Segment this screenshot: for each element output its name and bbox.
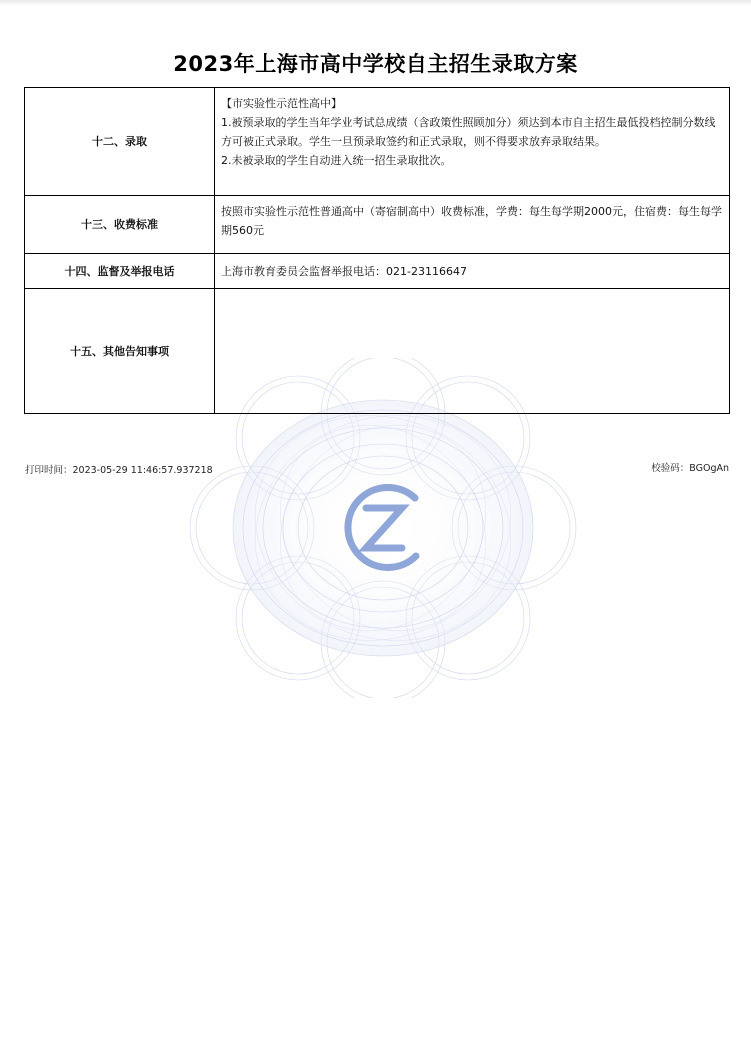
row-content-fees	[215, 196, 730, 254]
row-label-admission: 十二、录取	[25, 88, 215, 196]
table-row	[25, 196, 730, 254]
row-content-hotline	[215, 254, 730, 289]
content-line: 按照市实验性示范性普通高中（寄宿制高中）收费标准，学费：每生每学期2000元，住宿费：每生每学期560元	[221, 205, 722, 237]
row-content-other-notices	[215, 289, 730, 414]
table-row	[25, 88, 730, 196]
admission-table	[24, 87, 730, 414]
table-row	[25, 289, 730, 414]
row-label-other-notices: 十五、其他告知事项	[25, 289, 215, 414]
check-code: 校验码：BGOgAn	[651, 463, 729, 474]
row-content-admission	[215, 88, 730, 196]
content-line: 2.未被录取的学生自动进入统一招生录取批次。	[221, 154, 452, 167]
document-title: 2023年上海市高中学校自主招生录取方案	[173, 52, 578, 76]
content-line: 【市实验性示范性高中】	[221, 97, 342, 110]
page-top-edge	[0, 0, 751, 6]
row-label-fees: 十三、收费标准	[25, 196, 215, 254]
row-label-hotline: 十四、监督及举报电话	[25, 254, 215, 289]
table-row	[25, 254, 730, 289]
content-line: 上海市教育委员会监督举报电话：021-23116647	[221, 264, 467, 278]
content-line: 1.被预录取的学生当年学业考试总成绩（含政策性照顾加分）须达到本市自主招生最低投档控制分数线方可被正式录取。学生一旦预录取签约和正式录取，则不得要求放弃录取结果。	[221, 116, 716, 148]
print-time: 打印时间：2023-05-29 11:46:57.937218	[25, 465, 213, 476]
